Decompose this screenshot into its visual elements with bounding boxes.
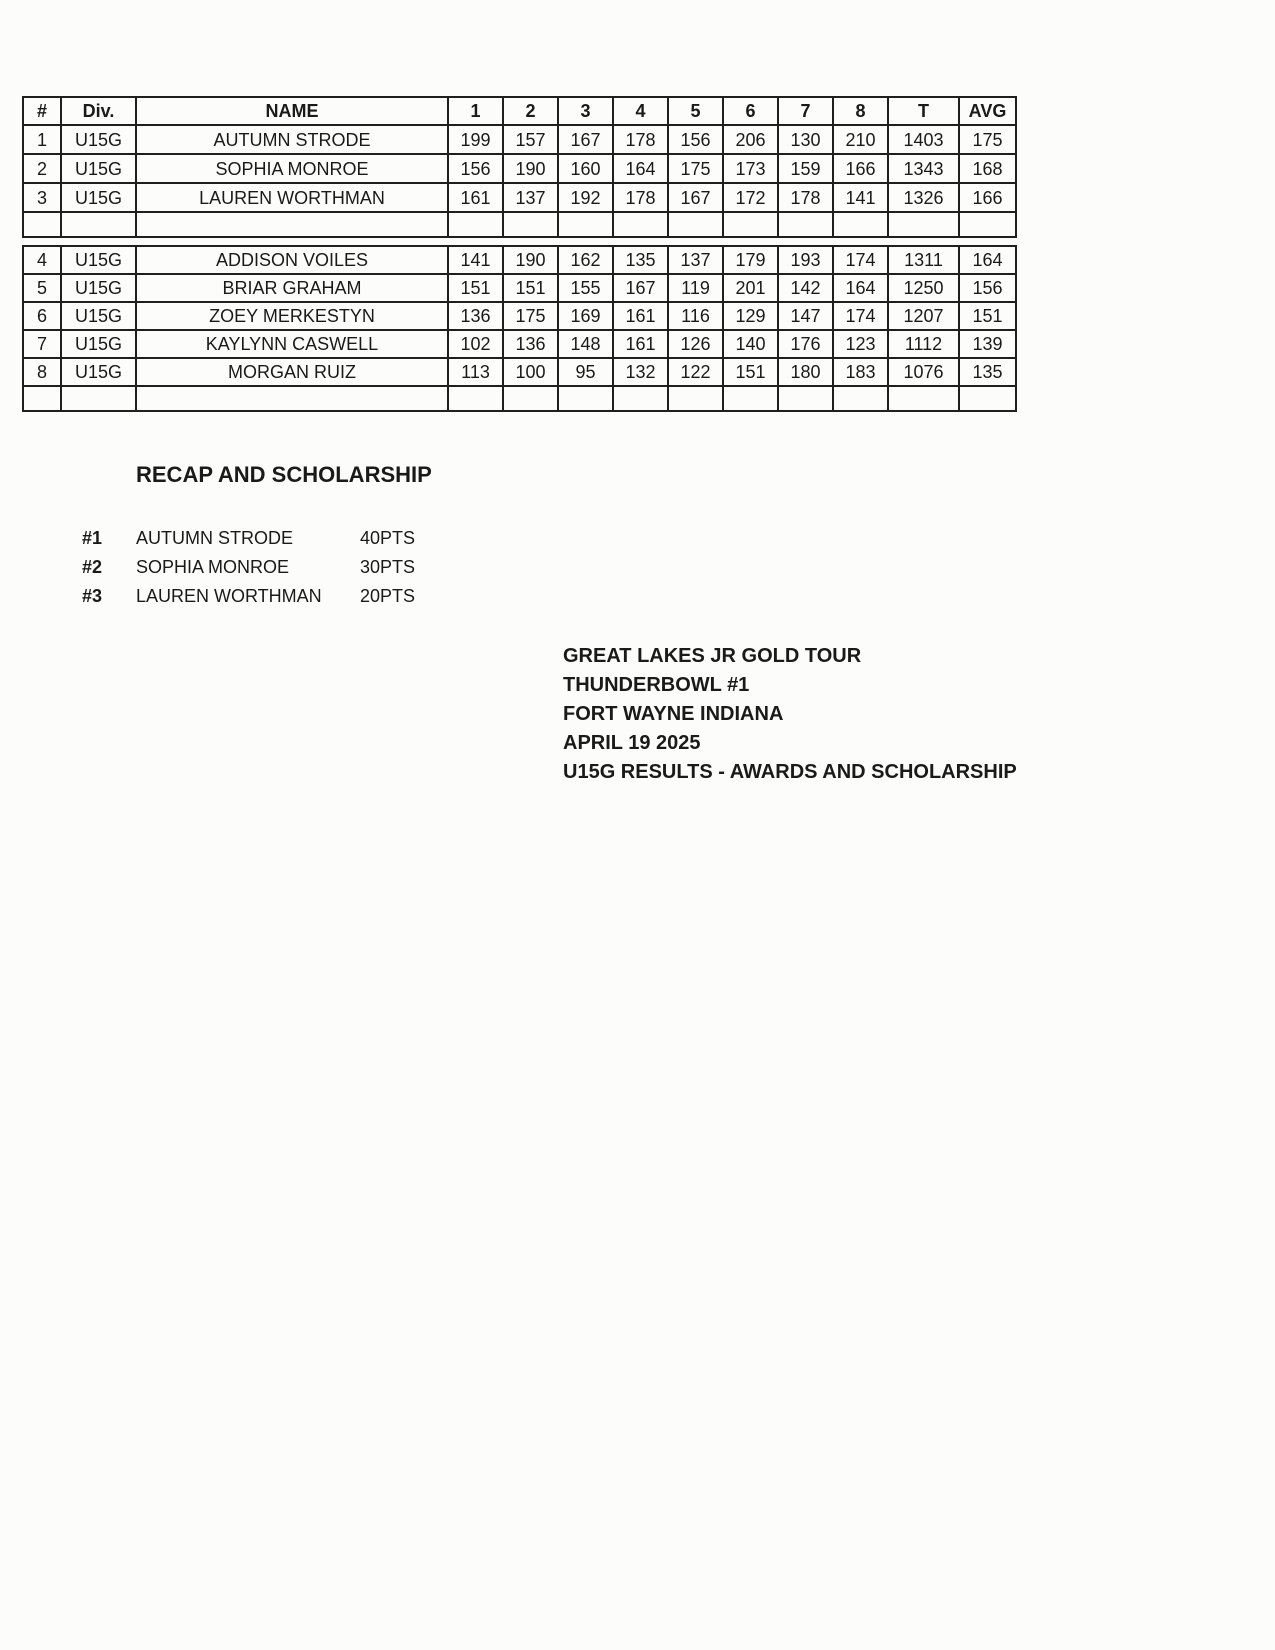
- table-row: [23, 302, 1016, 330]
- col-header-game-4: 4: [613, 97, 668, 125]
- col-header-division: Div.: [61, 97, 136, 125]
- game-score-cell: 175: [668, 154, 723, 183]
- rank-cell: 2: [23, 154, 61, 183]
- division-cell: U15G: [61, 274, 136, 302]
- game-score-cell: 164: [833, 274, 888, 302]
- event-results-title: U15G RESULTS - AWARDS AND SCHOLARSHIP: [563, 761, 1017, 783]
- table-row: [23, 358, 1016, 386]
- rank-cell: 5: [23, 274, 61, 302]
- empty-cell: [723, 386, 778, 411]
- empty-cell: [833, 212, 888, 237]
- game-score-cell: 183: [833, 358, 888, 386]
- game-score-cell: 178: [778, 183, 833, 212]
- event-location: FORT WAYNE INDIANA: [563, 703, 784, 725]
- empty-cell: [23, 386, 61, 411]
- game-score-cell: 162: [558, 246, 613, 274]
- empty-cell: [558, 386, 613, 411]
- col-header-name: NAME: [136, 97, 448, 125]
- empty-cell: [136, 212, 448, 237]
- header-row: [23, 97, 1016, 125]
- game-score-cell: 141: [448, 246, 503, 274]
- col-header-game-3: 3: [558, 97, 613, 125]
- empty-cell: [888, 212, 959, 237]
- bowler-name-cell: LAUREN WORTHMAN: [136, 183, 448, 212]
- game-score-cell: 142: [778, 274, 833, 302]
- game-score-cell: 192: [558, 183, 613, 212]
- game-score-cell: 173: [723, 154, 778, 183]
- empty-cell: [448, 386, 503, 411]
- empty-cell: [668, 212, 723, 237]
- game-score-cell: 116: [668, 302, 723, 330]
- game-score-cell: 132: [613, 358, 668, 386]
- average-cell: 135: [959, 358, 1016, 386]
- division-cell: U15G: [61, 154, 136, 183]
- game-score-cell: 160: [558, 154, 613, 183]
- empty-cell: [61, 212, 136, 237]
- empty-cell: [778, 386, 833, 411]
- average-cell: 139: [959, 330, 1016, 358]
- empty-cell: [136, 386, 448, 411]
- results-table-lower: [22, 245, 1017, 412]
- game-score-cell: 206: [723, 125, 778, 154]
- empty-cell: [503, 386, 558, 411]
- game-score-cell: 199: [448, 125, 503, 154]
- game-score-cell: 178: [613, 125, 668, 154]
- game-score-cell: 136: [448, 302, 503, 330]
- total-cell: 1403: [888, 125, 959, 154]
- rank-cell: 1: [23, 125, 61, 154]
- game-score-cell: 190: [503, 154, 558, 183]
- recap-bowler-name: SOPHIA MONROE: [136, 557, 290, 577]
- game-score-cell: 174: [833, 246, 888, 274]
- recap-place: #1: [82, 528, 103, 548]
- game-score-cell: 174: [833, 302, 888, 330]
- division-cell: U15G: [61, 358, 136, 386]
- bowler-name-cell: AUTUMN STRODE: [136, 125, 448, 154]
- game-score-cell: 156: [668, 125, 723, 154]
- empty-cell: [61, 386, 136, 411]
- empty-cell: [503, 212, 558, 237]
- game-score-cell: 155: [558, 274, 613, 302]
- recap-entry: [82, 582, 415, 611]
- recap-entry: [82, 553, 415, 582]
- division-cell: U15G: [61, 330, 136, 358]
- empty-cell: [959, 212, 1016, 237]
- game-score-cell: 167: [668, 183, 723, 212]
- average-cell: 166: [959, 183, 1016, 212]
- game-score-cell: 176: [778, 330, 833, 358]
- empty-cell: [959, 386, 1016, 411]
- bowler-name-cell: SOPHIA MONROE: [136, 154, 448, 183]
- game-score-cell: 172: [723, 183, 778, 212]
- average-cell: 151: [959, 302, 1016, 330]
- recap-points: 20PTS: [360, 586, 416, 606]
- game-score-cell: 164: [613, 154, 668, 183]
- game-score-cell: 156: [448, 154, 503, 183]
- recap-points: 40PTS: [360, 528, 416, 548]
- game-score-cell: 161: [613, 302, 668, 330]
- col-header-game-6: 6: [723, 97, 778, 125]
- average-cell: 156: [959, 274, 1016, 302]
- game-score-cell: 113: [448, 358, 503, 386]
- rank-cell: 8: [23, 358, 61, 386]
- total-cell: 1311: [888, 246, 959, 274]
- total-cell: 1343: [888, 154, 959, 183]
- game-score-cell: 100: [503, 358, 558, 386]
- table-row: [23, 183, 1016, 212]
- rank-cell: 6: [23, 302, 61, 330]
- total-cell: 1076: [888, 358, 959, 386]
- game-score-cell: 119: [668, 274, 723, 302]
- empty-table-row: [23, 386, 1016, 411]
- recap-place: #2: [82, 557, 103, 577]
- game-score-cell: 95: [558, 358, 613, 386]
- empty-cell: [613, 386, 668, 411]
- recap-list: [82, 524, 415, 611]
- recap-place: #3: [82, 586, 103, 606]
- bowler-name-cell: BRIAR GRAHAM: [136, 274, 448, 302]
- average-cell: 175: [959, 125, 1016, 154]
- game-score-cell: 135: [613, 246, 668, 274]
- game-score-cell: 137: [503, 183, 558, 212]
- division-cell: U15G: [61, 246, 136, 274]
- game-score-cell: 140: [723, 330, 778, 358]
- game-score-cell: 157: [503, 125, 558, 154]
- game-score-cell: 167: [613, 274, 668, 302]
- game-score-cell: 123: [833, 330, 888, 358]
- game-score-cell: 179: [723, 246, 778, 274]
- event-info-block: [563, 642, 1017, 787]
- table-row: [23, 274, 1016, 302]
- game-score-cell: 122: [668, 358, 723, 386]
- rank-cell: 4: [23, 246, 61, 274]
- event-stop-name: THUNDERBOWL #1: [563, 674, 750, 696]
- game-score-cell: 201: [723, 274, 778, 302]
- total-cell: 1326: [888, 183, 959, 212]
- division-cell: U15G: [61, 125, 136, 154]
- average-cell: 164: [959, 246, 1016, 274]
- table-row: [23, 154, 1016, 183]
- empty-cell: [448, 212, 503, 237]
- col-header-game-7: 7: [778, 97, 833, 125]
- game-score-cell: 126: [668, 330, 723, 358]
- game-score-cell: 169: [558, 302, 613, 330]
- game-score-cell: 147: [778, 302, 833, 330]
- total-cell: 1112: [888, 330, 959, 358]
- table-row: [23, 125, 1016, 154]
- empty-table-row: [23, 212, 1016, 237]
- division-cell: U15G: [61, 183, 136, 212]
- col-header-game-1: 1: [448, 97, 503, 125]
- col-header-game-8: 8: [833, 97, 888, 125]
- col-header-rank: #: [23, 97, 61, 125]
- game-score-cell: 151: [503, 274, 558, 302]
- game-score-cell: 180: [778, 358, 833, 386]
- game-score-cell: 161: [613, 330, 668, 358]
- game-score-cell: 190: [503, 246, 558, 274]
- game-score-cell: 148: [558, 330, 613, 358]
- total-cell: 1250: [888, 274, 959, 302]
- col-header-game-2: 2: [503, 97, 558, 125]
- game-score-cell: 151: [448, 274, 503, 302]
- average-cell: 168: [959, 154, 1016, 183]
- recap-points: 30PTS: [360, 557, 416, 577]
- game-score-cell: 161: [448, 183, 503, 212]
- recap-bowler-name: LAUREN WORTHMAN: [136, 586, 322, 606]
- rank-cell: 7: [23, 330, 61, 358]
- recap-bowler-name: AUTUMN STRODE: [136, 528, 293, 548]
- game-score-cell: 167: [558, 125, 613, 154]
- empty-cell: [613, 212, 668, 237]
- results-table-upper: [22, 96, 1017, 238]
- table-row: [23, 330, 1016, 358]
- game-score-cell: 129: [723, 302, 778, 330]
- empty-cell: [833, 386, 888, 411]
- empty-cell: [668, 386, 723, 411]
- bowler-name-cell: KAYLYNN CASWELL: [136, 330, 448, 358]
- col-header-average: AVG: [959, 97, 1016, 125]
- game-score-cell: 178: [613, 183, 668, 212]
- game-score-cell: 151: [723, 358, 778, 386]
- empty-cell: [888, 386, 959, 411]
- rank-cell: 3: [23, 183, 61, 212]
- empty-cell: [558, 212, 613, 237]
- event-date: APRIL 19 2025: [563, 732, 701, 754]
- event-tour-name: GREAT LAKES JR GOLD TOUR: [563, 645, 862, 667]
- empty-cell: [23, 212, 61, 237]
- bowler-name-cell: MORGAN RUIZ: [136, 358, 448, 386]
- col-header-total: T: [888, 97, 959, 125]
- game-score-cell: 193: [778, 246, 833, 274]
- empty-cell: [778, 212, 833, 237]
- recap-heading: RECAP AND SCHOLARSHIP: [136, 462, 432, 487]
- recap-entry: [82, 524, 415, 553]
- game-score-cell: 130: [778, 125, 833, 154]
- game-score-cell: 136: [503, 330, 558, 358]
- game-score-cell: 159: [778, 154, 833, 183]
- game-score-cell: 166: [833, 154, 888, 183]
- game-score-cell: 141: [833, 183, 888, 212]
- game-score-cell: 137: [668, 246, 723, 274]
- table-row: [23, 246, 1016, 274]
- game-score-cell: 102: [448, 330, 503, 358]
- total-cell: 1207: [888, 302, 959, 330]
- division-cell: U15G: [61, 302, 136, 330]
- bowler-name-cell: ZOEY MERKESTYN: [136, 302, 448, 330]
- game-score-cell: 175: [503, 302, 558, 330]
- game-score-cell: 210: [833, 125, 888, 154]
- empty-cell: [723, 212, 778, 237]
- col-header-game-5: 5: [668, 97, 723, 125]
- bowler-name-cell: ADDISON VOILES: [136, 246, 448, 274]
